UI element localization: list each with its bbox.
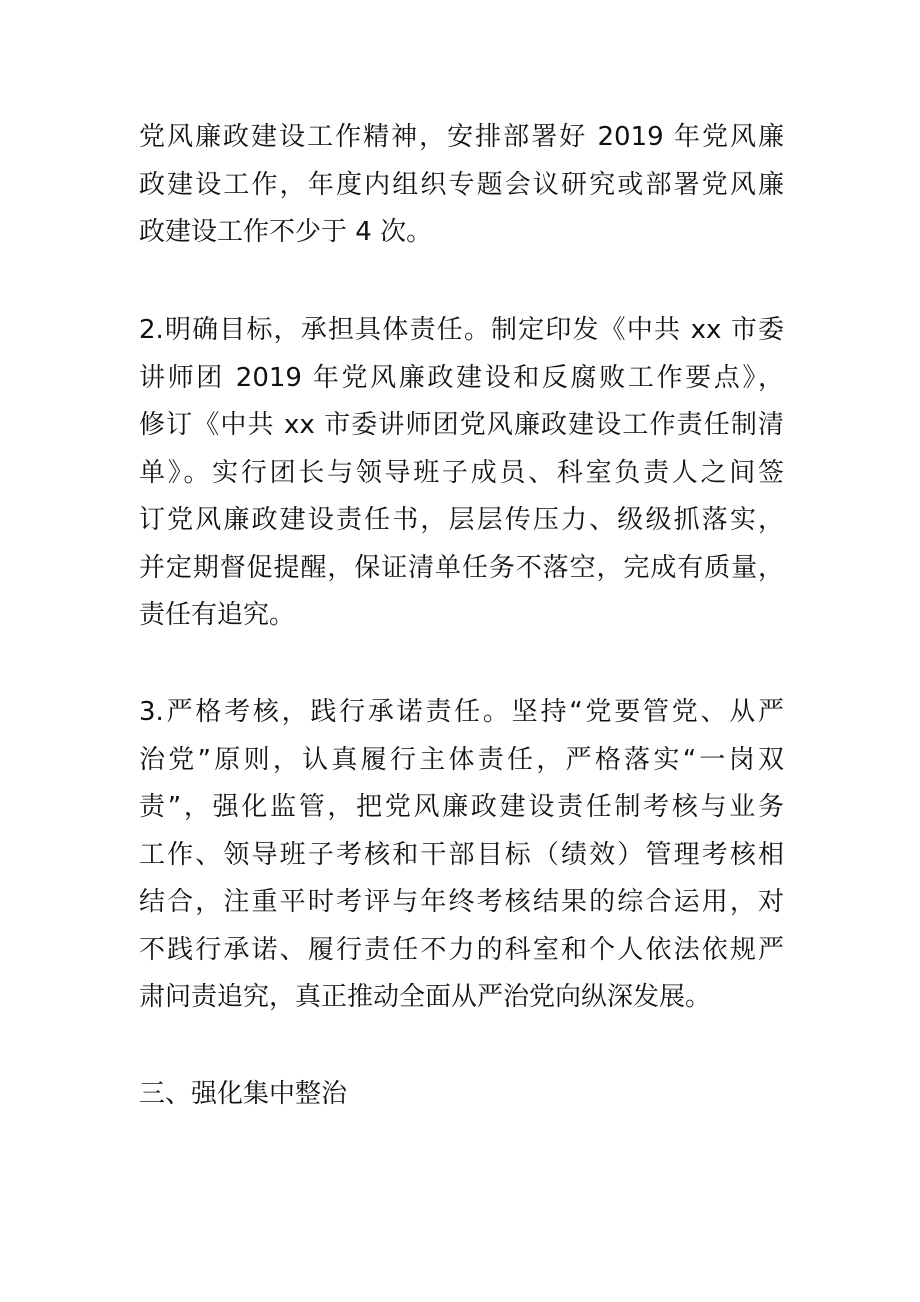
paragraph-3: [139, 689, 784, 1022]
paragraph-line: 讲师团 2019 年党风廉政建设和反腐败工作要点》，: [139, 362, 784, 393]
paragraph-line: 治党”原则，认真履行主体责任，严格落实“一岗双: [139, 744, 784, 775]
paragraph-line: 修订《中共 xx 市委讲师团党风廉政建设工作责任制清: [139, 410, 784, 440]
paragraph-line: 单》。实行团长与领导班子成员、科室负责人之间签: [139, 457, 784, 488]
paragraph-line: 政建设工作，年度内组织专题会议研究或部署党风廉: [139, 169, 784, 200]
paragraph-line: 不践行承诺、履行责任不力的科室和个人依法依规严: [139, 934, 784, 965]
paragraph-line: 政建设工作不少于 4 次。: [139, 217, 433, 247]
paragraph-line: 党风廉政建设工作精神，安排部署好 2019 年党风廉: [139, 122, 784, 152]
paragraph-line: 订党风廉政建设责任书，层层传压力、级级抓落实，: [139, 505, 784, 535]
section-heading: [139, 1071, 784, 1119]
paragraph-line: 并定期督促提醒，保证清单任务不落空，完成有质量，: [139, 552, 784, 583]
paragraph-line: 工作、领导班子考核和干部目标（绩效）管理考核相: [139, 839, 784, 870]
paragraph-line: 责”，强化监管，把党风廉政建设责任制考核与业务: [139, 792, 784, 822]
paragraph-line: 责任有追究。: [139, 600, 296, 630]
paragraph-line: 结合，注重平时考评与年终考核结果的综合运用，对: [139, 887, 784, 917]
paragraph-line: 肃问责追究，真正推动全面从严治党向纵深发展。: [139, 982, 712, 1012]
paragraph-1: [139, 114, 784, 257]
section-heading-text: 三、强化集中整治: [139, 1079, 348, 1109]
paragraph-2: [139, 307, 784, 640]
paragraph-line: 3.严格考核，践行承诺责任。坚持“党要管党、从严: [139, 697, 784, 727]
paragraph-line: 2.明确目标，承担具体责任。制定印发《中共 xx 市委: [139, 315, 784, 345]
